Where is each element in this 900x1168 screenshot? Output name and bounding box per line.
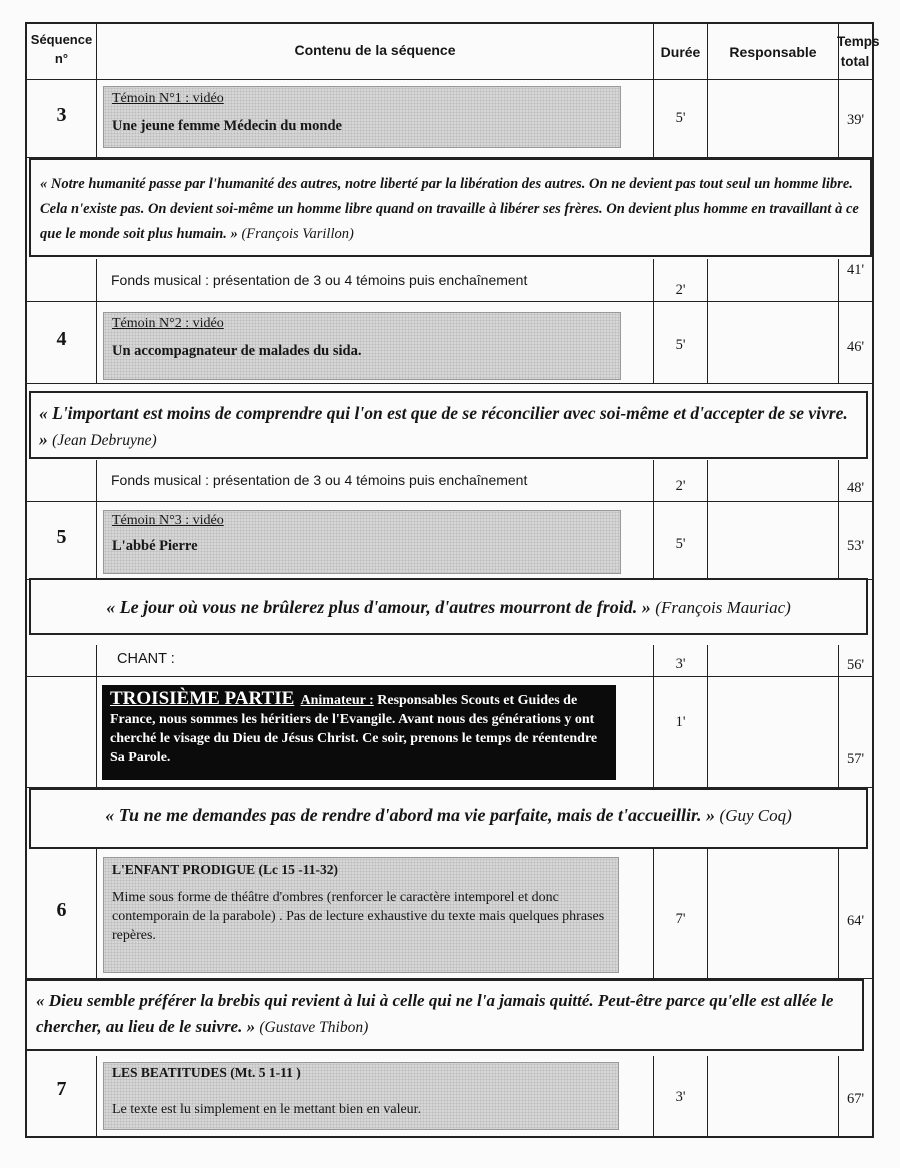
temoin-description: Un accompagnateur de malades du sida. bbox=[112, 343, 362, 359]
header-temps bbox=[837, 24, 880, 79]
temoin-title: Témoin N°3 : vidéo bbox=[112, 513, 224, 528]
temps-cell bbox=[839, 847, 872, 978]
responsable-cell bbox=[708, 677, 839, 787]
parable-title: L'ENFANT PRODIGUE (Lc 15 -11-32) bbox=[112, 862, 338, 877]
temps-cell bbox=[839, 677, 872, 787]
duree-value: 5' bbox=[675, 110, 686, 126]
beatitudes-box bbox=[103, 1062, 619, 1130]
table-row-chant bbox=[27, 645, 872, 677]
header-duree bbox=[654, 24, 708, 79]
quote-box-4 bbox=[29, 788, 868, 849]
contenu-cell bbox=[97, 502, 654, 579]
duree-value: 2' bbox=[675, 478, 686, 494]
contenu-cell bbox=[97, 80, 654, 157]
troisieme-partie-body bbox=[110, 689, 610, 767]
temps-value: 39' bbox=[846, 112, 865, 128]
duree-cell bbox=[654, 645, 708, 676]
seq-cell bbox=[27, 1056, 97, 1136]
seq-number: 7 bbox=[56, 1078, 67, 1100]
quote-text: « Tu ne me demandes pas de rendre d'abord ma vie parfaite, mais de t'accueillir. » bbox=[105, 805, 716, 825]
quote-text: « Notre humanité passe par l'humanité des autres, notre liberté par la libération des autres. On ne devient pas tout seul un homme libre. Cela n'existe pas. On devient soi-même un homme libre quand on travaille à libérer ses frères. On devient plus homme en travaillant à ce que le monde soit plus humain. » bbox=[40, 176, 859, 242]
temoin-description: Une jeune femme Médecin du monde bbox=[112, 118, 342, 134]
duree-cell bbox=[654, 259, 708, 301]
temps-value: 53' bbox=[846, 538, 865, 554]
responsable-cell bbox=[708, 460, 839, 501]
contenu-cell bbox=[97, 259, 654, 301]
header-contenu-text: Contenu de la séquence bbox=[294, 42, 456, 58]
temps-cell bbox=[839, 502, 872, 579]
header-duree-text: Durée bbox=[660, 44, 701, 60]
duree-value: 3' bbox=[675, 656, 686, 672]
table-row-fonds-musical-2 bbox=[27, 460, 872, 502]
contenu-cell bbox=[97, 677, 654, 787]
parable-box bbox=[103, 857, 619, 973]
quote-box-2 bbox=[29, 391, 868, 459]
seq-cell bbox=[27, 259, 97, 301]
contenu-cell bbox=[97, 460, 654, 501]
duree-value: 5' bbox=[675, 536, 686, 552]
table-row-seq-6 bbox=[27, 847, 872, 979]
quote-author: (Jean Debruyne) bbox=[52, 432, 157, 449]
table-row-seq-3 bbox=[27, 80, 872, 158]
contenu-cell bbox=[97, 847, 654, 978]
seq-cell bbox=[27, 677, 97, 787]
duree-cell bbox=[654, 1056, 708, 1136]
seq-cell bbox=[27, 80, 97, 157]
parable-description: Mime sous forme de théâtre d'ombres (renforcer le caractère intemporel et donc contemporain de la parabole) . Pas de lecture exhaustive du texte mais quelques phrases repères. bbox=[112, 890, 605, 943]
temps-value: 41' bbox=[846, 262, 865, 278]
beatitudes-title: LES BEATITUDES (Mt. 5 1-11 ) bbox=[112, 1065, 301, 1080]
duree-cell bbox=[654, 847, 708, 978]
responsable-cell bbox=[708, 645, 839, 676]
seq-number: 4 bbox=[56, 328, 67, 350]
fonds-musical-text: Fonds musical : présentation de 3 ou 4 témoins puis enchaînement bbox=[111, 472, 528, 488]
temps-value: 57' bbox=[846, 751, 865, 767]
header-sequence bbox=[27, 24, 97, 79]
temps-cell bbox=[839, 259, 872, 301]
header-temps-text: Temps total bbox=[837, 34, 880, 69]
table-row-fonds-musical-1 bbox=[27, 259, 872, 302]
seq-number: 6 bbox=[56, 899, 67, 921]
quote-text: « L'important est moins de comprendre qui l'on est que de se réconcilier avec soi-même et d'accepter de se vivre. » bbox=[39, 403, 848, 449]
seq-cell bbox=[27, 460, 97, 501]
duree-value: 5' bbox=[675, 337, 686, 353]
temps-value: 67' bbox=[846, 1091, 865, 1107]
seq-cell bbox=[27, 502, 97, 579]
temps-value: 46' bbox=[846, 339, 865, 355]
temps-cell bbox=[839, 460, 872, 501]
quote-text: « Le jour où vous ne brûlerez plus d'amour, d'autres mourront de froid. » bbox=[106, 597, 651, 617]
quote-box-5 bbox=[25, 979, 864, 1051]
responsable-cell bbox=[708, 502, 839, 579]
temps-cell bbox=[839, 1056, 872, 1136]
duree-cell bbox=[654, 302, 708, 383]
temps-value: 64' bbox=[846, 913, 865, 929]
temps-cell bbox=[839, 302, 872, 383]
table-row-seq-7 bbox=[27, 1056, 872, 1136]
temoin-box bbox=[103, 86, 621, 148]
duree-cell bbox=[654, 80, 708, 157]
temoin-title: Témoin N°1 : vidéo bbox=[112, 91, 224, 106]
troisieme-partie-heading: TROISIÈME PARTIE bbox=[110, 688, 295, 709]
duree-cell bbox=[654, 502, 708, 579]
duree-cell bbox=[654, 460, 708, 501]
troisieme-partie-box bbox=[102, 685, 616, 780]
table-row-seq-4 bbox=[27, 302, 872, 384]
chant-label: CHANT : bbox=[117, 651, 175, 667]
duree-value: 2' bbox=[675, 282, 686, 298]
quote-author: (Guy Coq) bbox=[719, 806, 792, 825]
table-row-seq-5 bbox=[27, 502, 872, 580]
quote-author: (Gustave Thibon) bbox=[259, 1019, 369, 1036]
header-contenu bbox=[97, 24, 654, 79]
seq-cell bbox=[27, 302, 97, 383]
temps-value: 48' bbox=[846, 480, 865, 496]
temoin-description: L'abbé Pierre bbox=[112, 538, 198, 554]
beatitudes-description: Le texte est lu simplement en le mettant bien en valeur. bbox=[112, 1102, 422, 1117]
temps-value: 56' bbox=[846, 657, 865, 673]
table-row-troisieme-partie bbox=[27, 677, 872, 788]
responsable-cell bbox=[708, 80, 839, 157]
contenu-cell bbox=[97, 302, 654, 383]
seq-number: 3 bbox=[56, 104, 67, 126]
quote-box-1 bbox=[29, 158, 872, 257]
duree-value: 1' bbox=[675, 714, 686, 730]
quote-author: (François Varillon) bbox=[241, 226, 354, 242]
duree-cell bbox=[654, 677, 708, 787]
temoin-box bbox=[103, 510, 621, 574]
temps-cell bbox=[839, 80, 872, 157]
responsable-cell bbox=[708, 259, 839, 301]
seq-number: 5 bbox=[56, 526, 67, 548]
responsable-cell bbox=[708, 1056, 839, 1136]
seq-cell bbox=[27, 645, 97, 676]
header-responsable bbox=[708, 24, 839, 79]
header-sequence-text: Séquence n° bbox=[30, 32, 93, 66]
quote-author: (François Mauriac) bbox=[655, 598, 791, 617]
animateur-text: Responsables Scouts et Guides de France, nous sommes les héritiers de l'Evangile. Avant nous des générations y ont cherché le visage du Dieu de Jésus Christ. Ce soir, prenons le temps de réentendre Sa Parole. bbox=[110, 693, 598, 765]
duree-value: 7' bbox=[675, 911, 686, 927]
quote-box-3 bbox=[29, 578, 868, 635]
fonds-musical-text: Fonds musical : présentation de 3 ou 4 témoins puis enchaînement bbox=[111, 272, 528, 288]
quote-text: « Dieu semble préférer la brebis qui revient à lui à celle qui ne l'a jamais quitté. Peut-être parce qu'elle est allée le chercher, au lieu de le suivre. » bbox=[36, 991, 834, 1036]
table-header-row bbox=[27, 24, 880, 80]
temps-cell bbox=[839, 645, 872, 676]
temoin-title: Témoin N°2 : vidéo bbox=[112, 316, 224, 331]
seq-cell bbox=[27, 847, 97, 978]
duree-value: 3' bbox=[675, 1089, 686, 1105]
responsable-cell bbox=[708, 302, 839, 383]
header-responsable-text: Responsable bbox=[729, 44, 817, 60]
contenu-cell bbox=[97, 645, 654, 676]
contenu-cell bbox=[97, 1056, 654, 1136]
temoin-box bbox=[103, 312, 621, 380]
responsable-cell bbox=[708, 847, 839, 978]
animateur-label: Animateur : bbox=[300, 693, 374, 708]
